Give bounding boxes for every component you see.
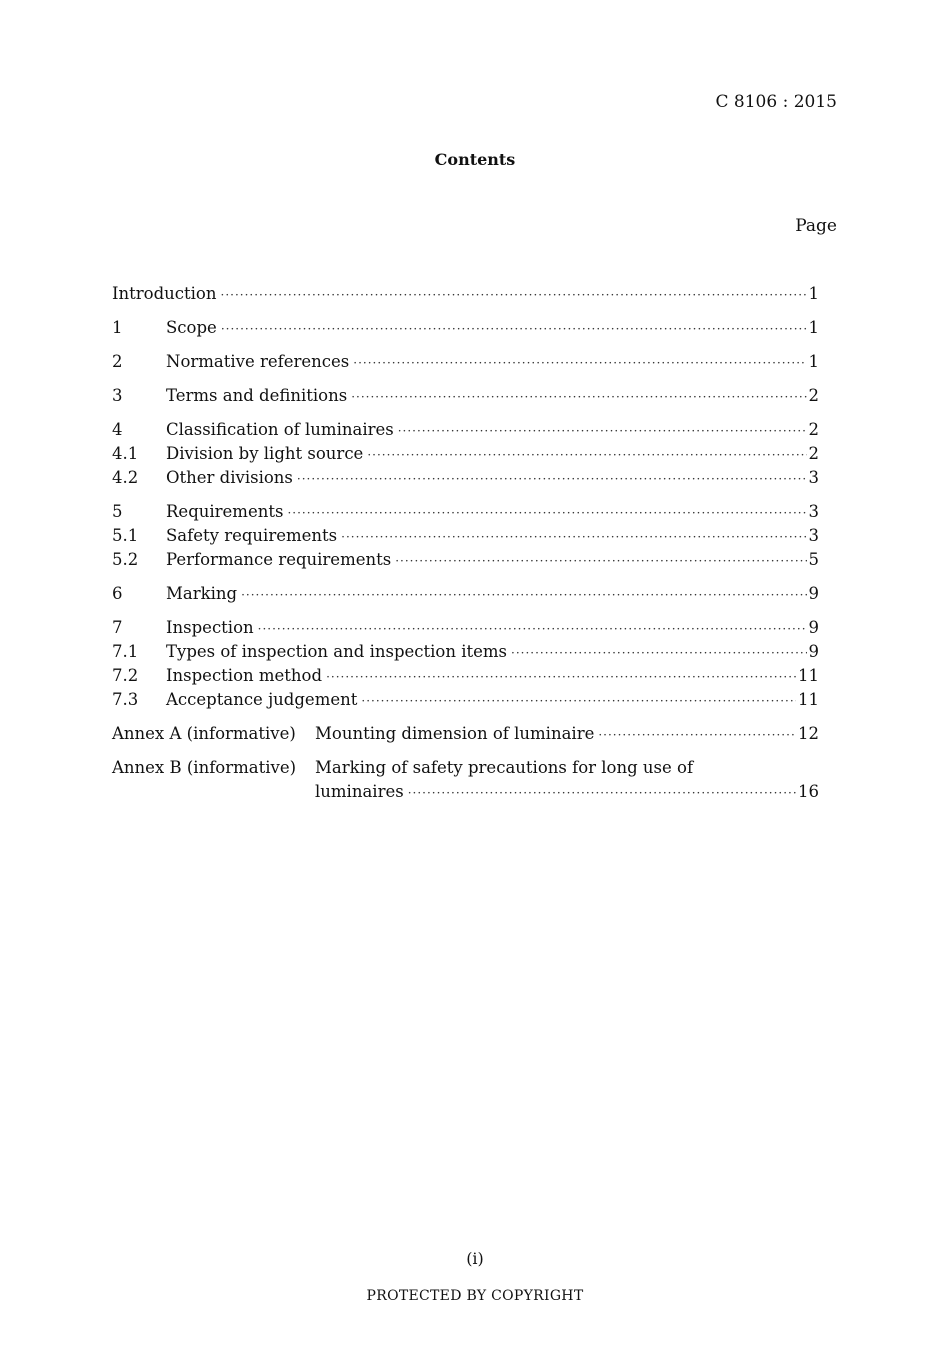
toc-entry-page: 9 [808,584,819,603]
dot-leader [297,467,807,491]
toc-entry-label: Safety requirements [166,526,338,545]
toc-entry-4-1[interactable] [112,442,819,466]
annex-title-continued: luminaires [315,782,404,801]
annex-title: Mounting dimension of luminaire [315,724,595,743]
toc-entry-label: Classification of luminaires [166,420,394,439]
toc-entry-page: 2 [808,386,819,405]
toc-entry-label: Acceptance judgement [166,690,358,709]
dot-leader [287,501,806,525]
toc-entry-label: Marking [166,584,238,603]
toc-entry-number: 4.1 [112,444,139,463]
annex-name: Annex A (informative) [112,724,296,743]
dot-leader [398,419,807,443]
toc-entry-1[interactable] [112,316,819,340]
toc-entry-introduction[interactable] [112,282,819,306]
dot-leader [351,385,806,409]
toc-entry-label: Division by light source [166,444,364,463]
toc-entry-number: 5 [112,502,123,521]
page-column-label: Page [795,216,837,236]
toc-entry-5-1[interactable] [112,524,819,548]
toc-entry-label: Normative references [166,352,350,371]
toc-entry-7-2[interactable] [112,664,819,688]
toc-entry-number: 7 [112,618,123,637]
toc-entry-page: 3 [808,502,819,521]
toc-entry-page: 1 [808,284,819,303]
toc-entry-number: 5.1 [112,526,139,545]
toc-entry-7-1[interactable] [112,640,819,664]
toc-entry-page: 2 [808,444,819,463]
annex-title: Marking of safety precautions for long use of [315,758,694,777]
dot-leader [221,317,807,341]
toc-entry-label: Performance requirements [166,550,392,569]
toc-entry-number: 7.3 [112,690,139,709]
page-title: Contents [434,150,516,169]
toc-entry-page: 12 [798,724,819,743]
dot-leader [408,781,796,805]
toc-entry-annex-a[interactable] [112,722,819,746]
annex-name: Annex B (informative) [112,758,297,777]
toc-entry-annex-b[interactable] [112,756,819,780]
toc-entry-number: 7.1 [112,642,139,661]
toc-entry-7-3[interactable] [112,688,819,712]
dot-leader [511,641,806,665]
toc-entry-label: Inspection [166,618,254,637]
dot-leader [241,583,806,607]
toc-entry-4[interactable] [112,418,819,442]
toc-entry-number: 4 [112,420,123,439]
toc-entry-number: 6 [112,584,123,603]
toc-entry-page: 11 [798,690,819,709]
dot-leader [221,283,807,307]
toc-entry-number: 4.2 [112,468,139,487]
dot-leader [341,525,806,549]
dot-leader [361,689,796,713]
toc-entry-label: Terms and definitions [166,386,348,405]
toc-entry-3[interactable] [112,384,819,408]
toc-entry-label: Requirements [166,502,284,521]
dot-leader [395,549,806,573]
toc-entry-7[interactable] [112,616,819,640]
toc-entry-label: Inspection method [166,666,323,685]
toc-entry-4-2[interactable] [112,466,819,490]
toc-entry-page: 9 [808,618,819,637]
toc-entry-number: 5.2 [112,550,139,569]
toc-entry-label: Scope [166,318,217,337]
dot-leader [326,665,796,689]
toc-entry-label: Introduction [112,284,217,303]
toc-entry-page: 3 [808,468,819,487]
toc-entry-5-2[interactable] [112,548,819,572]
table-of-contents [112,282,819,804]
toc-entry-number: 1 [112,318,123,337]
toc-entry-page: 3 [808,526,819,545]
page-folio: (i) [466,1249,484,1268]
dot-leader [598,723,796,747]
toc-entry-page: 5 [808,550,819,569]
toc-entry-label: Types of inspection and inspection items [166,642,508,661]
toc-entry-2[interactable] [112,350,819,374]
toc-entry-number: 2 [112,352,123,371]
toc-entry-number: 7.2 [112,666,139,685]
toc-entry-6[interactable] [112,582,819,606]
dot-leader [258,617,807,641]
toc-entry-annex-b-continuation[interactable] [112,780,819,804]
toc-entry-5[interactable] [112,500,819,524]
copyright-notice: PROTECTED BY COPYRIGHT [366,1288,584,1304]
standard-code: C 8106 : 2015 [715,92,837,112]
toc-entry-number: 3 [112,386,123,405]
dot-leader [367,443,806,467]
toc-entry-page: 16 [798,782,819,801]
toc-entry-page: 1 [808,318,819,337]
toc-entry-page: 2 [808,420,819,439]
toc-entry-page: 1 [808,352,819,371]
dot-leader [353,351,806,375]
toc-entry-page: 11 [798,666,819,685]
toc-entry-page: 9 [808,642,819,661]
toc-entry-label: Other divisions [166,468,293,487]
